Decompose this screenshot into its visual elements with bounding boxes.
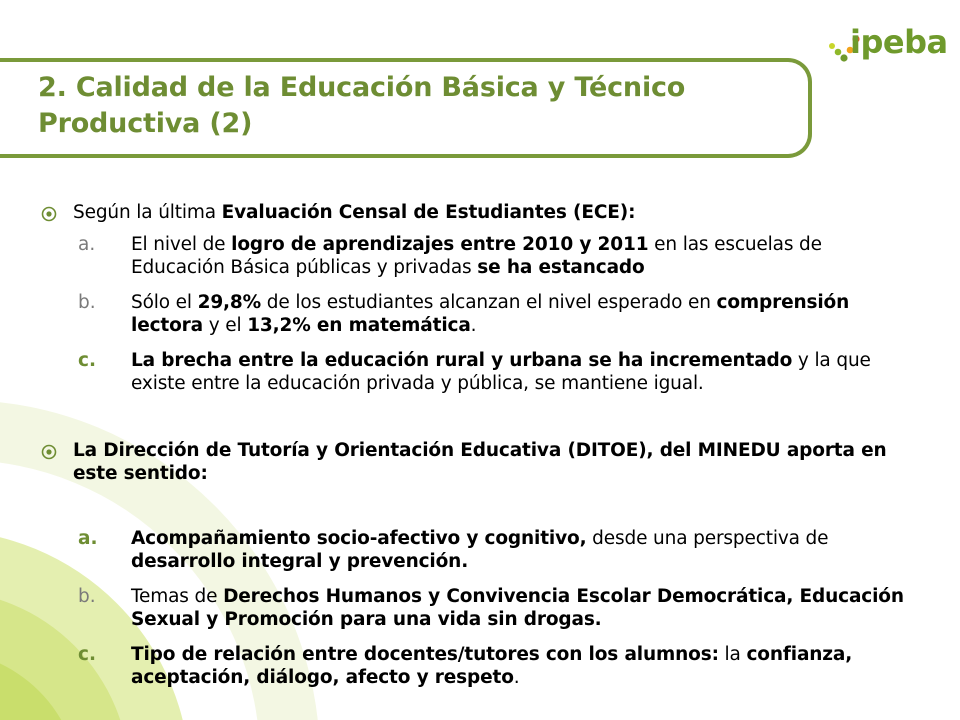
section2-item-c: Tipo de relación entre docentes/tutores con los alumnos: la confianza, aceptación, diálogo, afecto y respeto. (131, 644, 853, 688)
section1-item-b: Sólo el 29,8% de los estudiantes alcanzan el nivel esperado en comprensión lectora y el 13,2% en matemática. (131, 292, 850, 336)
item-letter: c. (78, 644, 96, 665)
section2-lead: La Dirección de Tutoría y Orientación Educativa (DITOE), del MINEDU aporta en este sentido: (73, 440, 887, 484)
section2-item-a: Acompañamiento socio-afectivo y cognitivo, desde una perspectiva de desarrollo integral y prevención. (131, 528, 829, 572)
bullet-icon (40, 443, 58, 461)
item-letter: a. (78, 528, 98, 549)
section1-lead: Según la última Evaluación Censal de Estudiantes (ECE): (73, 202, 636, 223)
item-letter: b. (78, 292, 96, 313)
item-letter: b. (78, 586, 96, 607)
section1-item-a: El nivel de logro de aprendizajes entre 2010 y 2011 en las escuelas de Educación Básica públicas y privadas se ha estancado (131, 234, 822, 278)
item-letter: a. (78, 234, 96, 255)
slide-title: 2. Calidad de la Educación Básica y Técnico Productiva (2) (38, 72, 686, 139)
bullet-icon (40, 205, 58, 223)
item-letter: c. (78, 350, 96, 371)
ipeba-logo: ipeba (850, 23, 948, 61)
section1-item-c: La brecha entre la educación rural y urbana se ha incrementado y la que existe entre la educación privada y pública, se mantiene igual. (131, 350, 871, 394)
section2-item-b: Temas de Derechos Humanos y Convivencia Escolar Democrática, Educación Sexual y Promoción para una vida sin drogas. (131, 586, 904, 630)
